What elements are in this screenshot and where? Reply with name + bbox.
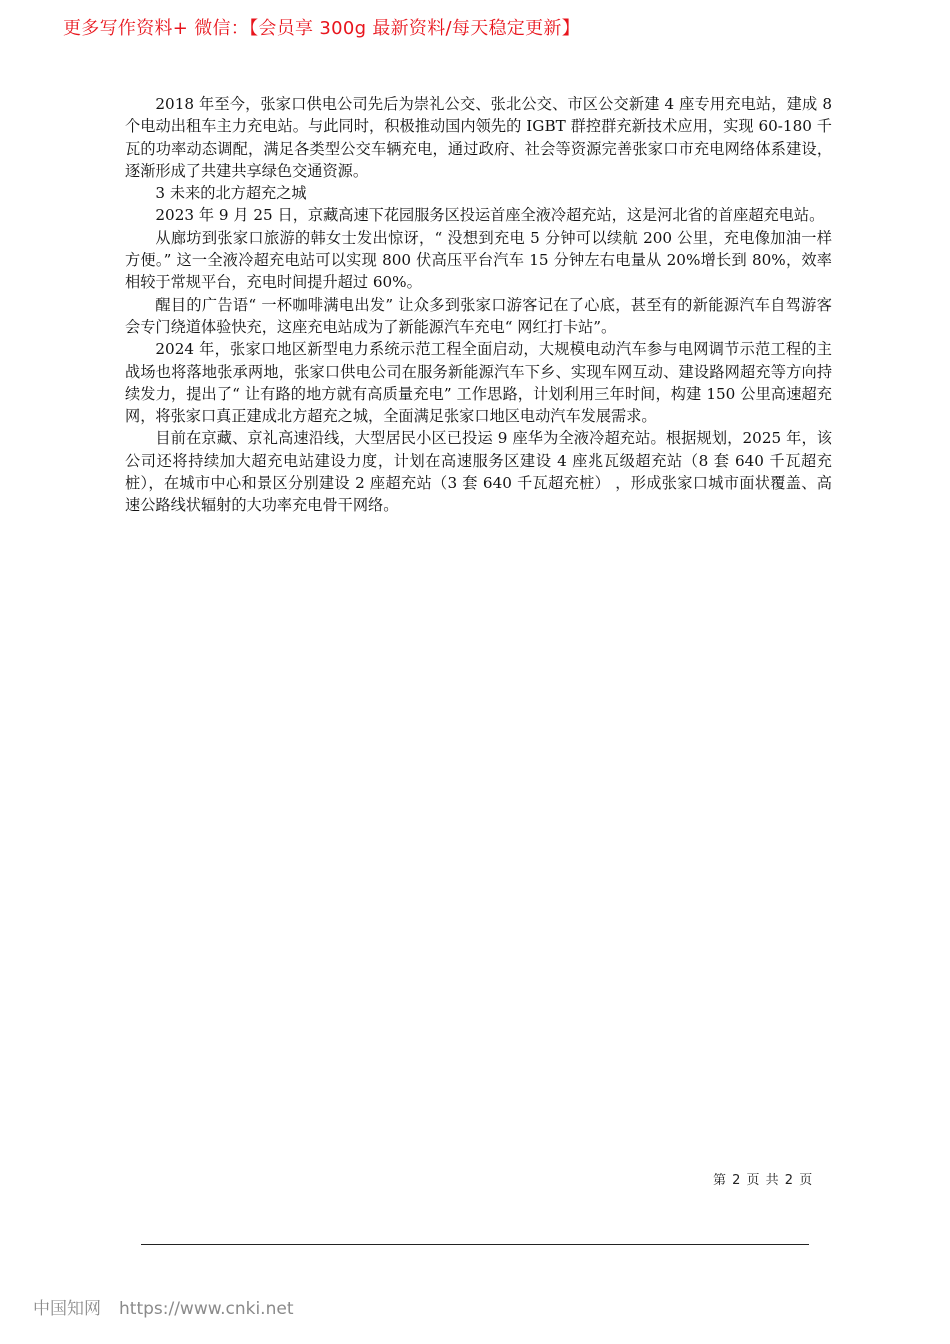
paragraph-2025-plan: 目前在京藏、京礼高速沿线，大型居民小区已投运 9 座华为全液冷超充站。根据规划，2025 年，该公司还将持续加大超充电站建设力度，计划在高速服务区建设 4 座兆瓦级超充站（8 套 640 千瓦超充桩），在城市中心和景区分别建设 2 座超充站（3 套 640 千瓦超充桩） ，形成张家口城市面状覆盖、高速公路线状辐射的大功率充电骨干网络。 [125,429,832,515]
footer-watermark [33,1294,293,1319]
site-url-link[interactable]: https://www.cnki.net [119,1299,294,1319]
section-heading: 3 未来的北方超充之城 [155,184,307,203]
promo-banner: 更多写作资料+ 微信：【会员享 300g 最新资料/每天稳定更新】 [63,18,580,39]
paragraph-first-supercharger: 2023 年 9 月 25 日，京藏高速下花园服务区投运首座全液冷超充站，这是河北省的首座超充电站。 [155,206,825,225]
paragraph-charging-stations: 2018 年至今，张家口供电公司先后为崇礼公交、张北公交、市区公交新建 4 座专用充电站，建成 8 个电动出租车主力充电站。与此同时，积极推动国内领先的 IGBT 群控群充新技术应用，实现 60-180 千瓦的功率动态调配，满足各类型公交车辆充电，通过政府、社会等资源完善张家口市充电网络体系建设，逐渐形成了共建共享绿色交通资源。 [125,95,832,180]
paragraph-2024-plan: 2024 年，张家口地区新型电力系统示范工程全面启动，大规模电动汽车参与电网调节示范工程的主战场也将落地张承两地，张家口供电公司在服务新能源汽车下乡、实现车网互动、建设路网超充等方向持续发力，提出了“ 让有路的地方就有高质量充电” 工作思路，计划利用三年时间，构建 150 公里高速超充网，将张家口真正建成北方超充之城，全面满足张家口地区电动汽车发展需求。 [125,340,832,426]
document-body [125,93,832,517]
paragraph-slogan: 醒目的广告语“ 一杯咖啡满电出发” 让众多到张家口游客记在了心底，甚至有的新能源汽车自驾游客会专门绕道体验快充，这座充电站成为了新能源汽车充电“ 网红打卡站”。 [125,295,832,336]
paragraph-visitor-quote: 从廊坊到张家口旅游的韩女士发出惊讶，“ 没想到充电 5 分钟可以续航 200 公里，充电像加油一样方便。” 这一全液冷超充电站可以实现 800 伏高压平台汽车 15 分钟左右电量从 20%增长到 80%，效率相较于常规平台，充电时间提升超过 60%。 [125,228,832,292]
footer-divider [141,1244,809,1245]
page-indicator: 第 2 页 共 2 页 [713,1173,813,1188]
site-name: 中国知网 [33,1299,101,1319]
